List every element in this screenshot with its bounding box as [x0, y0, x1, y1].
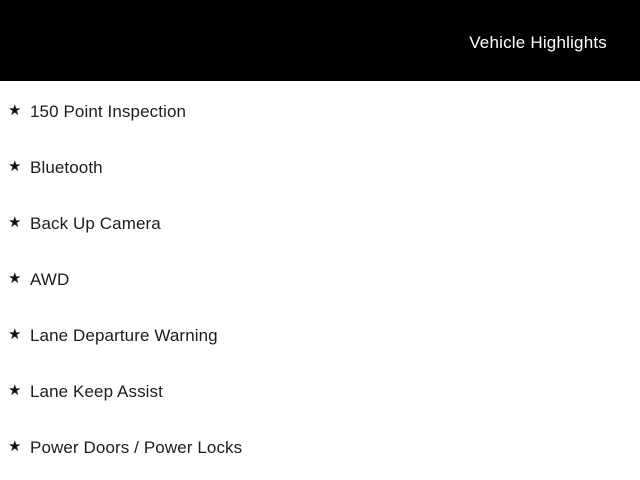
list-item — [0, 251, 640, 307]
list-item — [0, 195, 640, 251]
list-item — [0, 83, 640, 139]
list-item-label: Back Up Camera — [30, 213, 161, 233]
list-item-label: Bluetooth — [30, 157, 103, 177]
list-item-label: Lane Keep Assist — [30, 381, 163, 401]
star-icon: ★ — [8, 437, 22, 455]
list-item-label: 150 Point Inspection — [30, 101, 187, 121]
star-icon: ★ — [8, 325, 22, 343]
list-item — [0, 363, 640, 419]
star-icon: ★ — [8, 101, 22, 119]
list-item — [0, 139, 640, 195]
list-item — [0, 307, 640, 363]
page-title: Vehicle Highlights — [469, 32, 607, 52]
header-bar — [0, 0, 640, 81]
list-item — [0, 419, 640, 475]
list-item-label: Lane Departure Warning — [30, 325, 218, 345]
star-icon: ★ — [8, 213, 22, 231]
list-item-label: AWD — [30, 269, 70, 289]
highlights-list — [0, 81, 640, 475]
star-icon: ★ — [8, 381, 22, 399]
star-icon: ★ — [8, 157, 22, 175]
star-icon: ★ — [8, 269, 22, 287]
list-item-label: Power Doors / Power Locks — [30, 437, 243, 457]
